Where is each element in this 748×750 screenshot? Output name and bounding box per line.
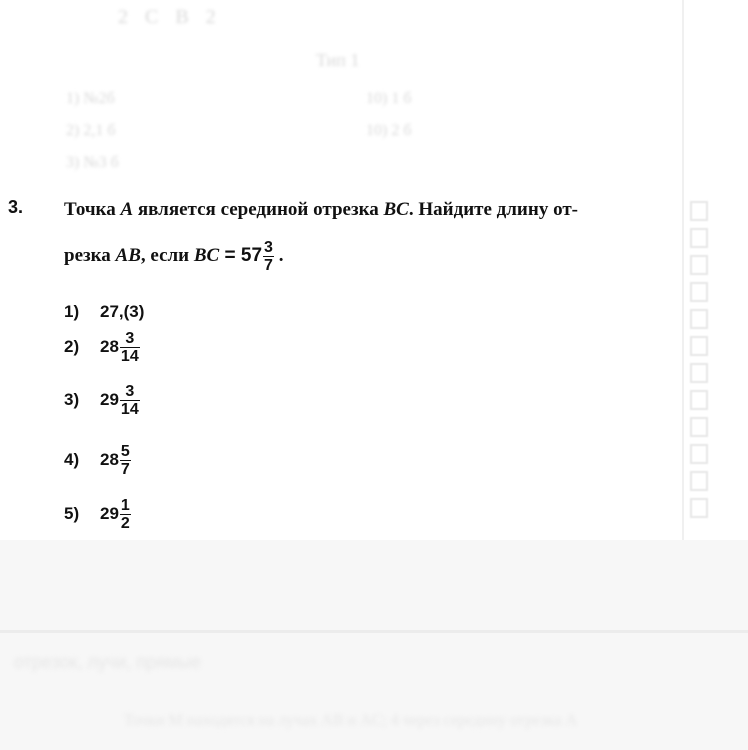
question-number: 3. bbox=[8, 197, 24, 217]
question-text-d: резка bbox=[64, 244, 116, 266]
point-a-label: A bbox=[120, 199, 134, 220]
option-fraction bbox=[120, 330, 140, 365]
option-denominator: 7 bbox=[120, 461, 130, 478]
segment-bc-label-2: BC bbox=[193, 244, 220, 266]
faded-top-row: 2 C B 2 bbox=[118, 6, 222, 28]
answer-box bbox=[690, 498, 708, 518]
faded-right-line-2: 10) 2 б bbox=[366, 122, 412, 139]
faded-line-2: 2) 2,1 б bbox=[66, 122, 116, 139]
option-label: 2) bbox=[64, 336, 80, 356]
page-fold-line bbox=[0, 630, 748, 633]
answer-box bbox=[690, 201, 708, 221]
question-text-e: , если bbox=[140, 244, 194, 266]
option-numerator: 3 bbox=[125, 383, 135, 400]
option-fraction bbox=[120, 383, 140, 418]
answer-box bbox=[690, 309, 708, 329]
answer-box bbox=[690, 417, 708, 437]
option-label: 1) bbox=[64, 302, 80, 321]
segment-ab-label: AB bbox=[115, 244, 141, 266]
option-fraction bbox=[120, 497, 131, 532]
answer-box bbox=[690, 255, 708, 275]
option-2[interactable] bbox=[64, 330, 140, 365]
answer-box bbox=[690, 336, 708, 356]
question-end: . bbox=[273, 244, 284, 266]
faded-right-line-1: 10) 1 б bbox=[366, 90, 412, 107]
question-text-a: Точка bbox=[64, 199, 121, 220]
option-whole: 28 bbox=[100, 449, 119, 469]
option-whole: 29 bbox=[100, 503, 119, 523]
answer-box bbox=[690, 390, 708, 410]
given-denominator: 7 bbox=[264, 257, 273, 274]
option-5[interactable] bbox=[64, 497, 131, 532]
faded-bottom-line: Точки M находятся на лучах AB и AC; 4 через середину отрезка A bbox=[124, 712, 577, 729]
question-text-b: является серединой отрезка bbox=[133, 199, 384, 220]
option-fraction bbox=[120, 443, 131, 478]
answer-box bbox=[690, 363, 708, 383]
faded-header: Тип 1 bbox=[316, 50, 360, 70]
option-label: 4) bbox=[64, 449, 80, 469]
option-numerator: 5 bbox=[120, 443, 130, 460]
option-value: 27,(3) bbox=[100, 302, 145, 321]
answer-box bbox=[690, 228, 708, 248]
answer-box-column bbox=[689, 200, 727, 524]
option-denominator: 14 bbox=[120, 348, 139, 365]
next-page-bleed bbox=[0, 540, 748, 750]
given-fraction bbox=[263, 239, 274, 274]
option-label: 3) bbox=[64, 389, 80, 409]
answer-box bbox=[690, 282, 708, 302]
option-label: 5) bbox=[64, 503, 80, 523]
question-line-2 bbox=[64, 239, 283, 274]
option-1[interactable] bbox=[64, 302, 144, 322]
option-whole: 29 bbox=[100, 389, 119, 409]
option-denominator: 2 bbox=[120, 515, 130, 532]
option-numerator: 1 bbox=[120, 497, 130, 514]
option-whole: 28 bbox=[100, 336, 119, 356]
given-whole: = 57 bbox=[219, 244, 263, 266]
option-denominator: 14 bbox=[120, 401, 139, 418]
given-numerator: 3 bbox=[264, 239, 273, 256]
faded-bottom-heading: отрезок, лучи, прямые bbox=[14, 652, 201, 672]
answer-box bbox=[690, 444, 708, 464]
faded-line-1: 1) №2б bbox=[66, 90, 115, 107]
option-3[interactable] bbox=[64, 383, 140, 418]
faded-line-3: 3) №3 б bbox=[66, 154, 119, 171]
option-numerator: 3 bbox=[125, 330, 135, 347]
question-text-c: . Найдите длину от- bbox=[408, 199, 578, 220]
segment-bc-label: BC bbox=[383, 199, 409, 220]
option-4[interactable] bbox=[64, 443, 131, 478]
answer-box bbox=[690, 471, 708, 491]
question-line-1 bbox=[64, 197, 684, 223]
